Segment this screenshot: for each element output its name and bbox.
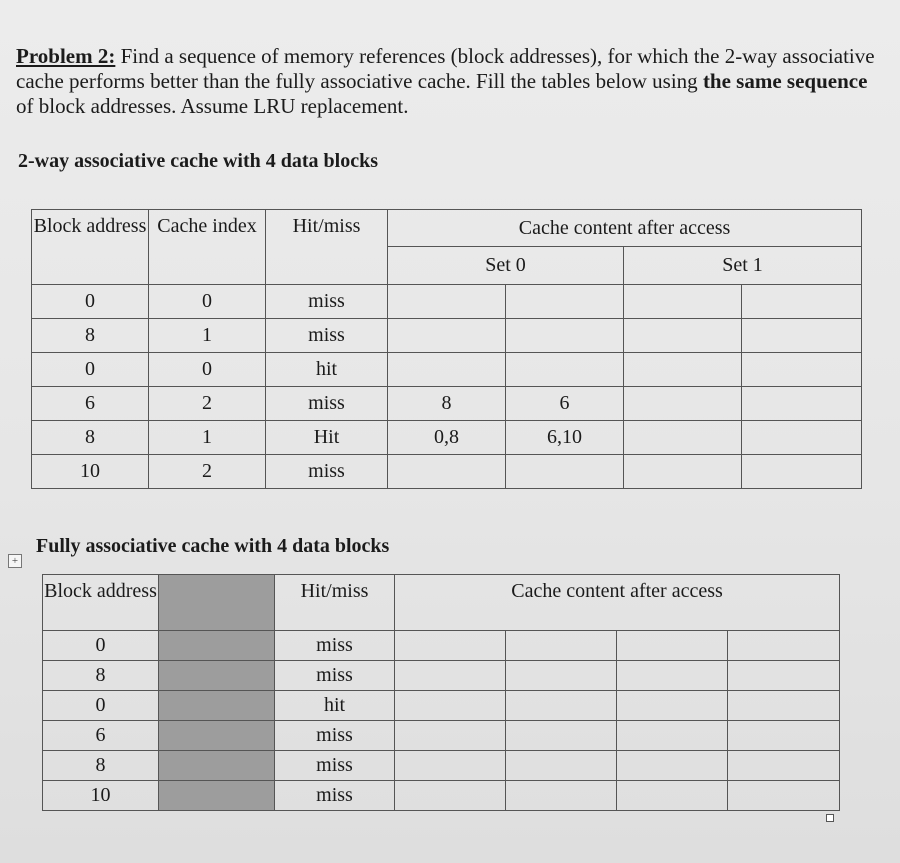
cache-content-cell: 6 — [506, 387, 624, 421]
two-way-table — [31, 209, 862, 489]
hit-miss-cell: miss — [275, 751, 395, 781]
cache-content-cell — [624, 387, 742, 421]
shaded-cell — [159, 631, 275, 661]
shaded-cell — [159, 691, 275, 721]
header-set-1: Set 1 — [624, 247, 862, 285]
shaded-cell — [159, 751, 275, 781]
table-row — [32, 387, 862, 421]
cache-content-cell — [742, 353, 862, 387]
two-way-heading: 2-way associative cache with 4 data blocks — [18, 150, 378, 172]
cache-content-cell — [506, 691, 617, 721]
cache-index-cell: 1 — [149, 319, 266, 353]
header-hit-miss: Hit/miss — [266, 210, 388, 285]
cache-content-cell — [742, 387, 862, 421]
block-address-cell: 0 — [32, 353, 149, 387]
hit-miss-cell: miss — [266, 387, 388, 421]
cache-index-cell: 0 — [149, 285, 266, 319]
cache-content-cell — [506, 721, 617, 751]
hit-miss-cell: Hit — [266, 421, 388, 455]
cache-content-cell — [728, 751, 840, 781]
cache-content-cell — [506, 353, 624, 387]
cache-content-cell — [624, 319, 742, 353]
cache-index-cell: 2 — [149, 455, 266, 489]
cache-content-cell — [617, 721, 728, 751]
cache-content-cell — [742, 319, 862, 353]
cache-content-cell — [624, 455, 742, 489]
cache-content-cell — [506, 751, 617, 781]
table-row — [43, 691, 840, 721]
cache-content-cell — [506, 455, 624, 489]
cache-content-cell — [624, 285, 742, 319]
cache-content-cell — [742, 285, 862, 319]
header-set-0: Set 0 — [388, 247, 624, 285]
cache-content-cell — [388, 319, 506, 353]
cache-index-cell: 1 — [149, 421, 266, 455]
hit-miss-cell: miss — [275, 661, 395, 691]
hit-miss-cell: miss — [275, 721, 395, 751]
cache-content-cell — [506, 631, 617, 661]
cache-content-cell — [395, 721, 506, 751]
cache-content-cell — [617, 631, 728, 661]
table-row — [32, 285, 862, 319]
table-row — [43, 631, 840, 661]
problem-label: Problem 2: — [16, 44, 116, 68]
shaded-cell — [159, 781, 275, 811]
cache-content-cell — [617, 781, 728, 811]
cache-content-cell — [624, 353, 742, 387]
cache-content-cell — [728, 661, 840, 691]
problem-text-2: of block addresses. Assume LRU replacement. — [16, 94, 409, 118]
fully-table — [42, 574, 840, 811]
header-block-address: Block address — [32, 210, 149, 285]
cache-content-cell — [728, 721, 840, 751]
problem-bold-phrase: the same sequence — [702, 69, 868, 93]
cache-content-cell — [506, 285, 624, 319]
table-row — [32, 455, 862, 489]
resize-handle-icon[interactable] — [826, 814, 834, 822]
cache-content-cell: 0,8 — [388, 421, 506, 455]
cache-content-cell — [742, 421, 862, 455]
cache-content-cell — [395, 781, 506, 811]
block-address-cell: 0 — [32, 285, 149, 319]
cache-content-cell — [506, 661, 617, 691]
cache-content-cell — [624, 421, 742, 455]
table-move-handle-icon[interactable]: + — [8, 554, 22, 568]
header-block-address: Block address — [43, 575, 159, 631]
cache-content-cell — [395, 691, 506, 721]
block-address-cell: 6 — [32, 387, 149, 421]
shaded-cell — [159, 721, 275, 751]
table-row — [43, 781, 840, 811]
cache-content-cell — [388, 285, 506, 319]
cache-content-cell — [728, 691, 840, 721]
hit-miss-cell: miss — [275, 781, 395, 811]
hit-miss-cell: hit — [275, 691, 395, 721]
hit-miss-cell: miss — [266, 455, 388, 489]
header-hit-miss: Hit/miss — [275, 575, 395, 631]
cache-index-cell: 2 — [149, 387, 266, 421]
block-address-cell: 8 — [43, 751, 159, 781]
cache-content-cell — [388, 455, 506, 489]
block-address-cell: 8 — [32, 421, 149, 455]
cache-content-cell — [617, 691, 728, 721]
cache-content-cell — [395, 751, 506, 781]
table-row — [43, 661, 840, 691]
table-row — [32, 319, 862, 353]
cache-content-cell — [395, 631, 506, 661]
block-address-cell: 8 — [43, 661, 159, 691]
table-row — [32, 421, 862, 455]
block-address-cell: 0 — [43, 631, 159, 661]
cache-content-cell — [506, 781, 617, 811]
hit-miss-cell: miss — [266, 319, 388, 353]
cache-content-cell — [388, 353, 506, 387]
header-cache-content: Cache content after access — [395, 575, 840, 631]
cache-content-cell — [728, 781, 840, 811]
table-row — [32, 353, 862, 387]
block-address-cell: 0 — [43, 691, 159, 721]
shaded-cell — [159, 661, 275, 691]
block-address-cell: 10 — [32, 455, 149, 489]
cache-content-cell: 6,10 — [506, 421, 624, 455]
cache-content-cell — [728, 631, 840, 661]
hit-miss-cell: miss — [266, 285, 388, 319]
cache-content-cell — [617, 751, 728, 781]
cache-content-cell: 8 — [388, 387, 506, 421]
cache-index-cell: 0 — [149, 353, 266, 387]
problem-text-1: Find a sequence of memory references (block addresses), for which the 2-way associative cache performs better than the fully associative cache. Fill the tables below using — [16, 44, 875, 93]
hit-miss-cell: miss — [275, 631, 395, 661]
cache-content-cell — [742, 455, 862, 489]
block-address-cell: 10 — [43, 781, 159, 811]
table-row — [43, 721, 840, 751]
block-address-cell: 6 — [43, 721, 159, 751]
table-row — [43, 751, 840, 781]
header-cache-content: Cache content after access — [388, 210, 862, 247]
cache-content-cell — [617, 661, 728, 691]
shaded-header-cell — [159, 575, 275, 631]
cache-content-cell — [395, 661, 506, 691]
fully-heading: Fully associative cache with 4 data blocks — [36, 535, 390, 557]
block-address-cell: 8 — [32, 319, 149, 353]
problem-statement — [16, 44, 886, 119]
header-cache-index: Cache index — [149, 210, 266, 285]
hit-miss-cell: hit — [266, 353, 388, 387]
cache-content-cell — [506, 319, 624, 353]
